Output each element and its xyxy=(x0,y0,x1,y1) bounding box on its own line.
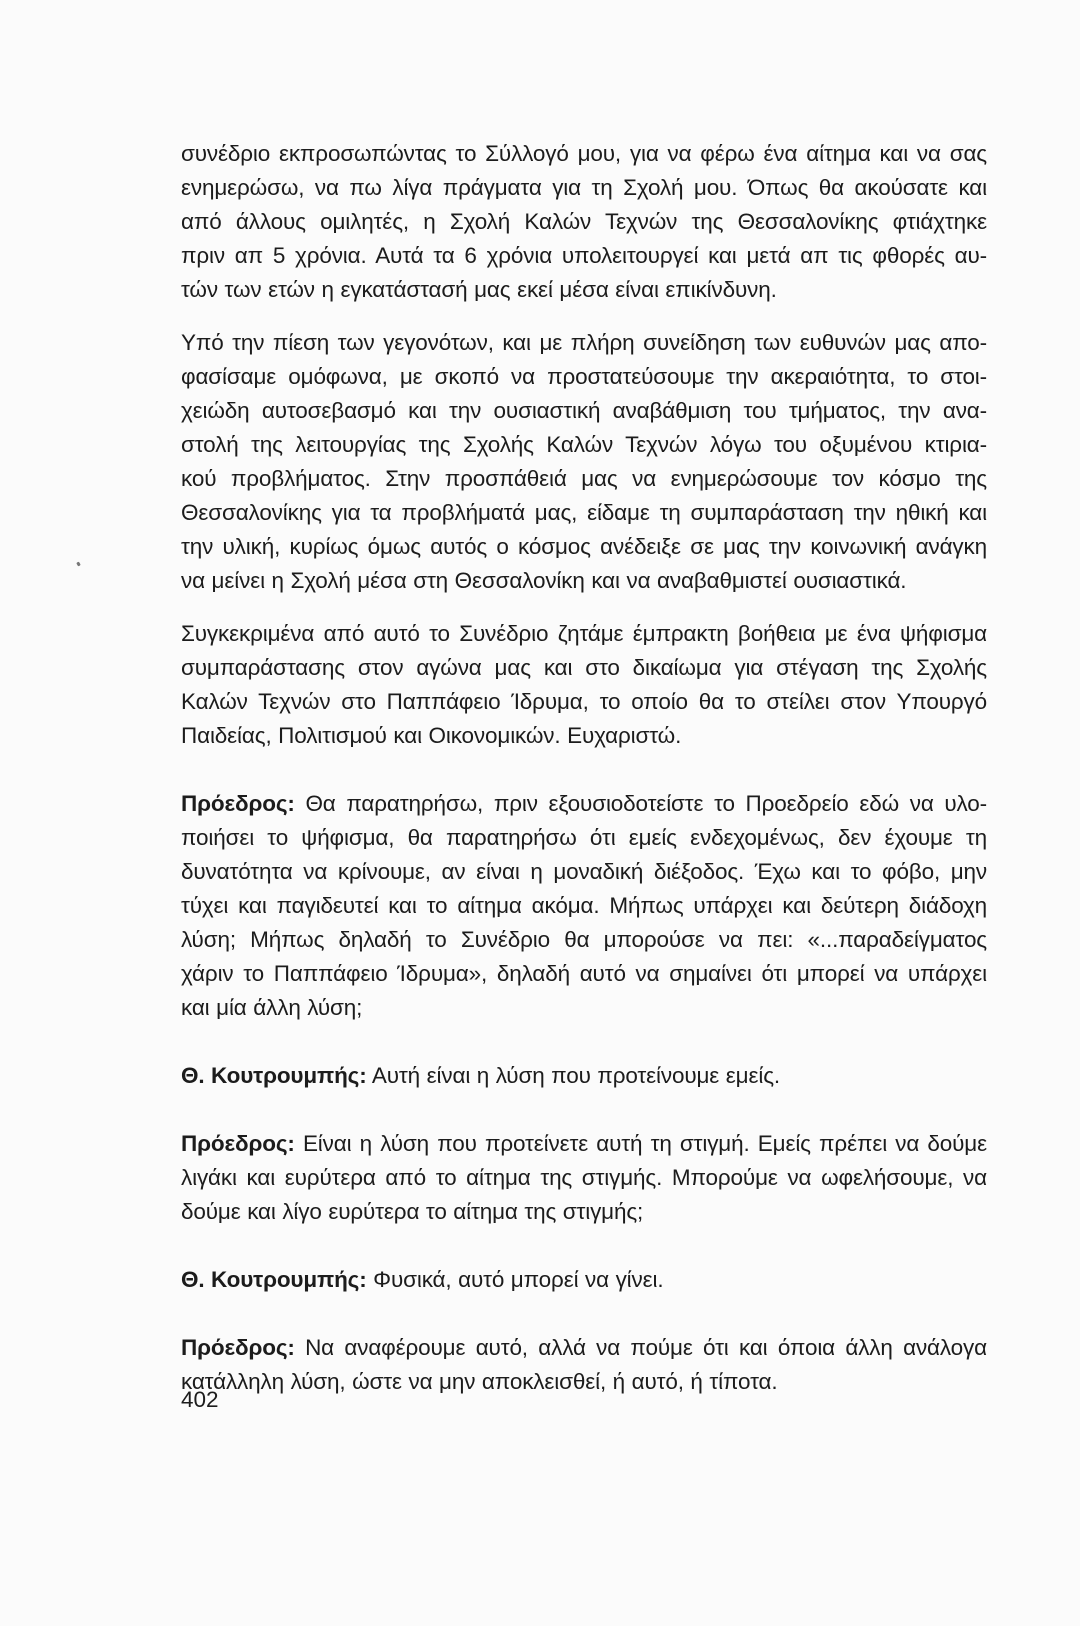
text-line: και μία άλλη λύση; xyxy=(181,995,363,1020)
text-line: Υπό την πίεση των γεγονότων, και με πλήρη συνείδηση των ευθυνών μας απο- xyxy=(181,330,987,355)
page-body xyxy=(181,137,987,1399)
dialogue-entry xyxy=(181,1127,987,1229)
text-line: Θα παρατηρήσω, πριν εξουσιοδοτείστε το Προεδρείο εδώ να υλο- xyxy=(294,791,987,816)
speaker-name: Πρόεδρος: xyxy=(181,1335,295,1360)
speaker-name: Πρόεδρος: xyxy=(181,1131,295,1156)
text-line: ενημερώσω, να πω λίγα πράγματα για τη Σχολή μου. Όπως θα ακούσατε και xyxy=(181,175,987,200)
text-line: τών των ετών η εγκατάστασή μας εκεί μέσα είναι επικίνδυνη. xyxy=(181,277,777,302)
dialogue-entry xyxy=(181,1331,987,1399)
text-line: Παιδείας, Πολιτισμού και Οικονομικών. Ευχαριστώ. xyxy=(181,723,682,748)
text-line: κού προβλήματος. Στην προσπάθειά μας να ενημερώσουμε τον κόσμο της xyxy=(181,466,987,491)
text-line: συμπαράστασης στον αγώνα μας και στο δικαίωμα για στέγαση της Σχολής xyxy=(181,655,987,680)
text-line: να μείνει η Σχολή μέσα στη Θεσσαλονίκη και να αναβαθμιστεί ουσιαστικά. xyxy=(181,568,907,593)
text-line: χάριν το Παππάφειο Ίδρυμα», δηλαδή αυτό να σημαίνει ότι μπορεί να υπάρχει xyxy=(181,961,987,986)
page-number: 402 xyxy=(181,1387,219,1412)
paragraph xyxy=(181,326,987,598)
text-line: Να αναφέρουμε αυτό, αλλά να πούμε ότι και όποια άλλη ανάλογα xyxy=(294,1335,987,1360)
dialogue-entry xyxy=(181,1059,987,1093)
text-line: από άλλους ομιλητές, η Σχολή Καλών Τεχνών της Θεσσαλονίκης φτιάχτηκε xyxy=(181,209,987,234)
paragraph xyxy=(181,617,987,753)
text-line: Συγκεκριμένα από αυτό το Συνέδριο ζητάμε έμπρακτη βοήθεια με ένα ψήφισμα xyxy=(181,621,987,646)
text-line: δυνατότητα να κρίνουμε, αν είναι η μοναδική διέξοδος. Έχω και το φόβο, μην xyxy=(181,859,987,884)
speaker-name: Πρόεδρος: xyxy=(181,791,295,816)
text-line: Είναι η λύση που προτείνετε αυτή τη στιγμή. Εμείς πρέπει να δούμε xyxy=(294,1131,987,1156)
text-line: φασίσαμε ομόφωνα, με σκοπό να προστατεύσουμε την ακεραιότητα, το στοι- xyxy=(181,364,987,389)
text-line: κατάλληλη λύση, ώστε να μην αποκλεισθεί, ή αυτό, ή τίποτα. xyxy=(181,1369,778,1394)
text-line: χειώδη αυτοσεβασμό και την ουσιαστική αναβάθμιση του τμήματος, την ανα- xyxy=(181,398,987,423)
text-line: δούμε και λίγο ευρύτερα το αίτημα της στιγμής; xyxy=(181,1199,644,1224)
text-line: συνέδριο εκπροσωπώντας το Σύλλογό μου, για να φέρω ένα αίτημα και να σας xyxy=(181,141,987,166)
text-line: λύση; Μήπως δηλαδή το Συνέδριο θα μπορούσε να πει: «...παραδείγματος xyxy=(181,927,987,952)
text-line: Φυσικά, αυτό μπορεί να γίνει. xyxy=(366,1267,664,1292)
dialogue-entry xyxy=(181,1263,987,1297)
text-line: λιγάκι και ευρύτερα από το αίτημα της στιγμής. Μπορούμε να ωφελήσουμε, να xyxy=(181,1165,987,1190)
paragraph xyxy=(181,137,987,307)
text-line: πριν απ 5 χρόνια. Αυτά τα 6 χρόνια υπολειτουργεί και μετά απ τις φθορές αυ- xyxy=(181,243,987,268)
text-line: ποιήσει το ψήφισμα, θα παρατηρήσω ότι εμείς ενδεχομένως, δεν έχουμε τη xyxy=(181,825,987,850)
text-line: στολή της λειτουργίας της Σχολής Καλών Τεχνών λόγω του οξυμένου κτιρια- xyxy=(181,432,987,457)
text-line: Καλών Τεχνών στο Παππάφειο Ίδρυμα, το οποίο θα το στείλει στον Υπουργό xyxy=(181,689,987,714)
text-line: Θεσσαλονίκης για τα προβλήματά μας, είδαμε τη συμπαράσταση την ηθική και xyxy=(181,500,987,525)
text-line: την υλική, κυρίως όμως αυτός ο κόσμος ανέδειξε σε μας την κοινωνική ανάγκη xyxy=(181,534,987,559)
text-line: Αυτή είναι η λύση που προτείνουμε εμείς. xyxy=(366,1063,780,1088)
text-line: τύχει και παγιδευτεί και το αίτημα ακόμα. Μήπως υπάρχει και δεύτερη διάδοχη xyxy=(181,893,987,918)
speaker-name: Θ. Κουτρουμπής: xyxy=(181,1267,367,1292)
scan-speck xyxy=(76,562,81,567)
dialogue-entry xyxy=(181,787,987,1025)
speaker-name: Θ. Κουτρουμπής: xyxy=(181,1063,367,1088)
